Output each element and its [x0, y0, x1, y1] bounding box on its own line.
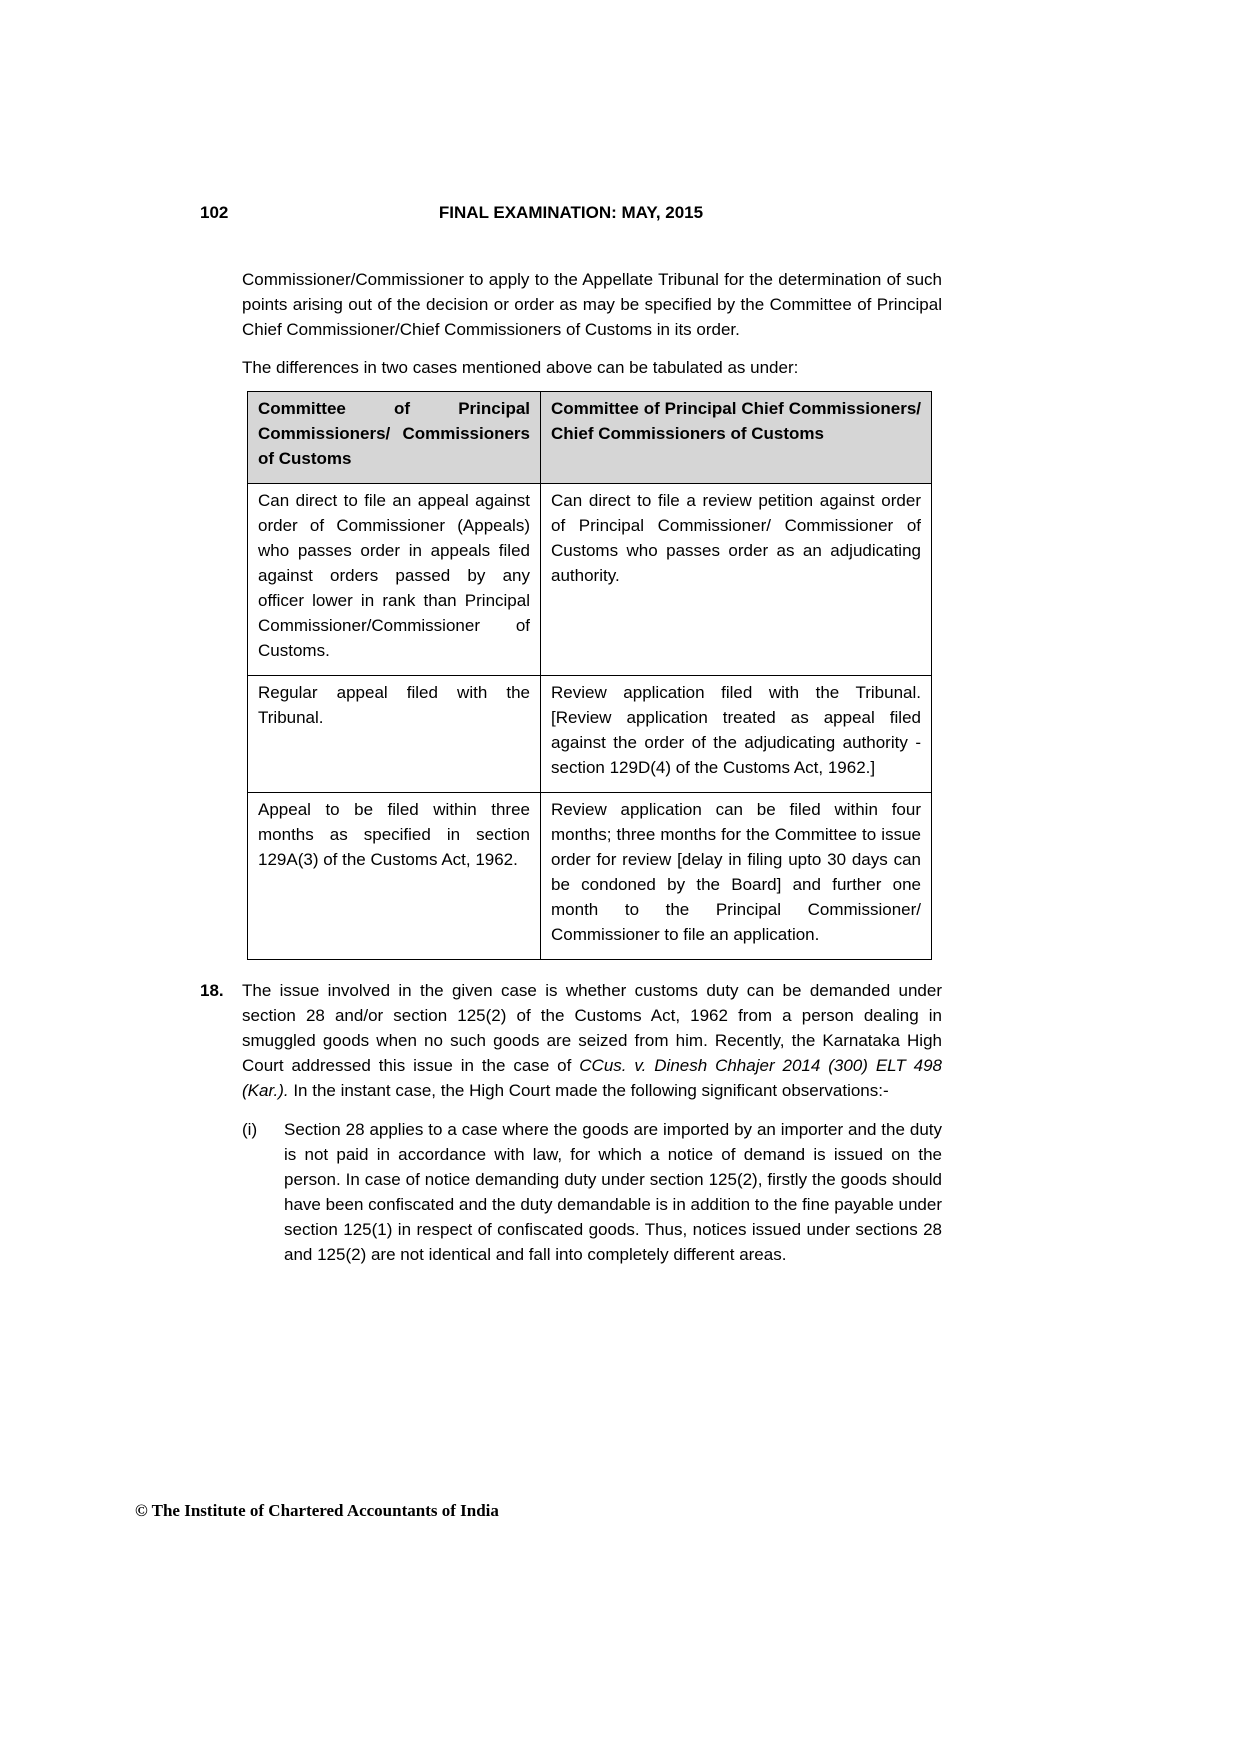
page-title: FINAL EXAMINATION: MAY, 2015 [438, 203, 704, 222]
sub-item-text: Section 28 applies to a case where the goods are imported by an importer and the duty is not paid in accordance with law, for which a notice of demand is issued on the person. In case of notice demanding duty under section 125(2), firstly the goods should have been confiscated and the duty demandable is in addition to the fine payable under section 125(1) in respect of confiscated goods. Thus, notices issued under sections 28 and 125(2) are not identical and fall into completely different areas. [284, 1120, 942, 1264]
table-row [248, 484, 932, 676]
table-header-cell: Committee of Principal Commissioners/ Commissioners of Customs [248, 392, 541, 484]
intro-paragraph: Commissioner/Commissioner to apply to the Appellate Tribunal for the determination of such points arising out of the decision or order as may be specified by the Committee of Principal Chief Commissioner/Chief Commissioners of Customs in its order. [242, 270, 942, 339]
table-row [248, 676, 932, 793]
table-cell: Can direct to file an appeal against order of Commissioner (Appeals) who passes order in appeals filed against orders passed by any officer lower in rank than Principal Commissioner/Commissioner of Customs. [248, 484, 541, 676]
copyright-footer: © The Institute of Chartered Accountants of India [135, 1501, 499, 1520]
item-text-after-citation: In the instant case, the High Court made the following significant observations:- [288, 1081, 889, 1100]
page-header [200, 200, 942, 225]
table-cell: Regular appeal filed with the Tribunal. [248, 676, 541, 793]
table-intro-text: The differences in two cases mentioned above can be tabulated as under: [242, 358, 799, 377]
page-number: 102 [200, 203, 229, 222]
sub-item-marker: (i) [242, 1120, 258, 1139]
table-cell: Review application can be filed within four months; three months for the Committee to issue order for review [delay in filing upto 30 days can be condoned by the Board] and further one month to the Principal Commissioner/ Commissioner to file an application. [541, 793, 932, 960]
page-content [200, 200, 942, 1267]
table-header-cell: Committee of Principal Chief Commissioners/ Chief Commissioners of Customs [541, 392, 932, 484]
table-header-row [248, 392, 932, 484]
observation-item-i [242, 1117, 942, 1267]
answer-item-18 [200, 978, 942, 1103]
table-cell: Can direct to file a review petition against order of Principal Commissioner/ Commissioner of Customs who passes order as an adjudicating authority. [541, 484, 932, 676]
item-number: 18. [200, 981, 224, 1000]
table-row [248, 793, 932, 960]
table-cell: Appeal to be filed within three months as specified in section 129A(3) of the Customs Act, 1962. [248, 793, 541, 960]
case-citation: CCus. v. Dinesh Chhajer 2014 (300) ELT 498 (Kar.). [242, 1056, 942, 1100]
table-cell: Review application filed with the Tribunal. [Review application treated as appeal filed against the order of the adjudicating authority - section 129D(4) of the Customs Act, 1962.] [541, 676, 932, 793]
item-text-before-citation: The issue involved in the given case is whether customs duty can be demanded under section 28 and/or section 125(2) of the Customs Act, 1962 from a person dealing in smuggled goods when no such goods are seized from him. Recently, the Karnataka High Court addressed this issue in the case of [242, 981, 942, 1075]
differences-table [247, 391, 932, 960]
